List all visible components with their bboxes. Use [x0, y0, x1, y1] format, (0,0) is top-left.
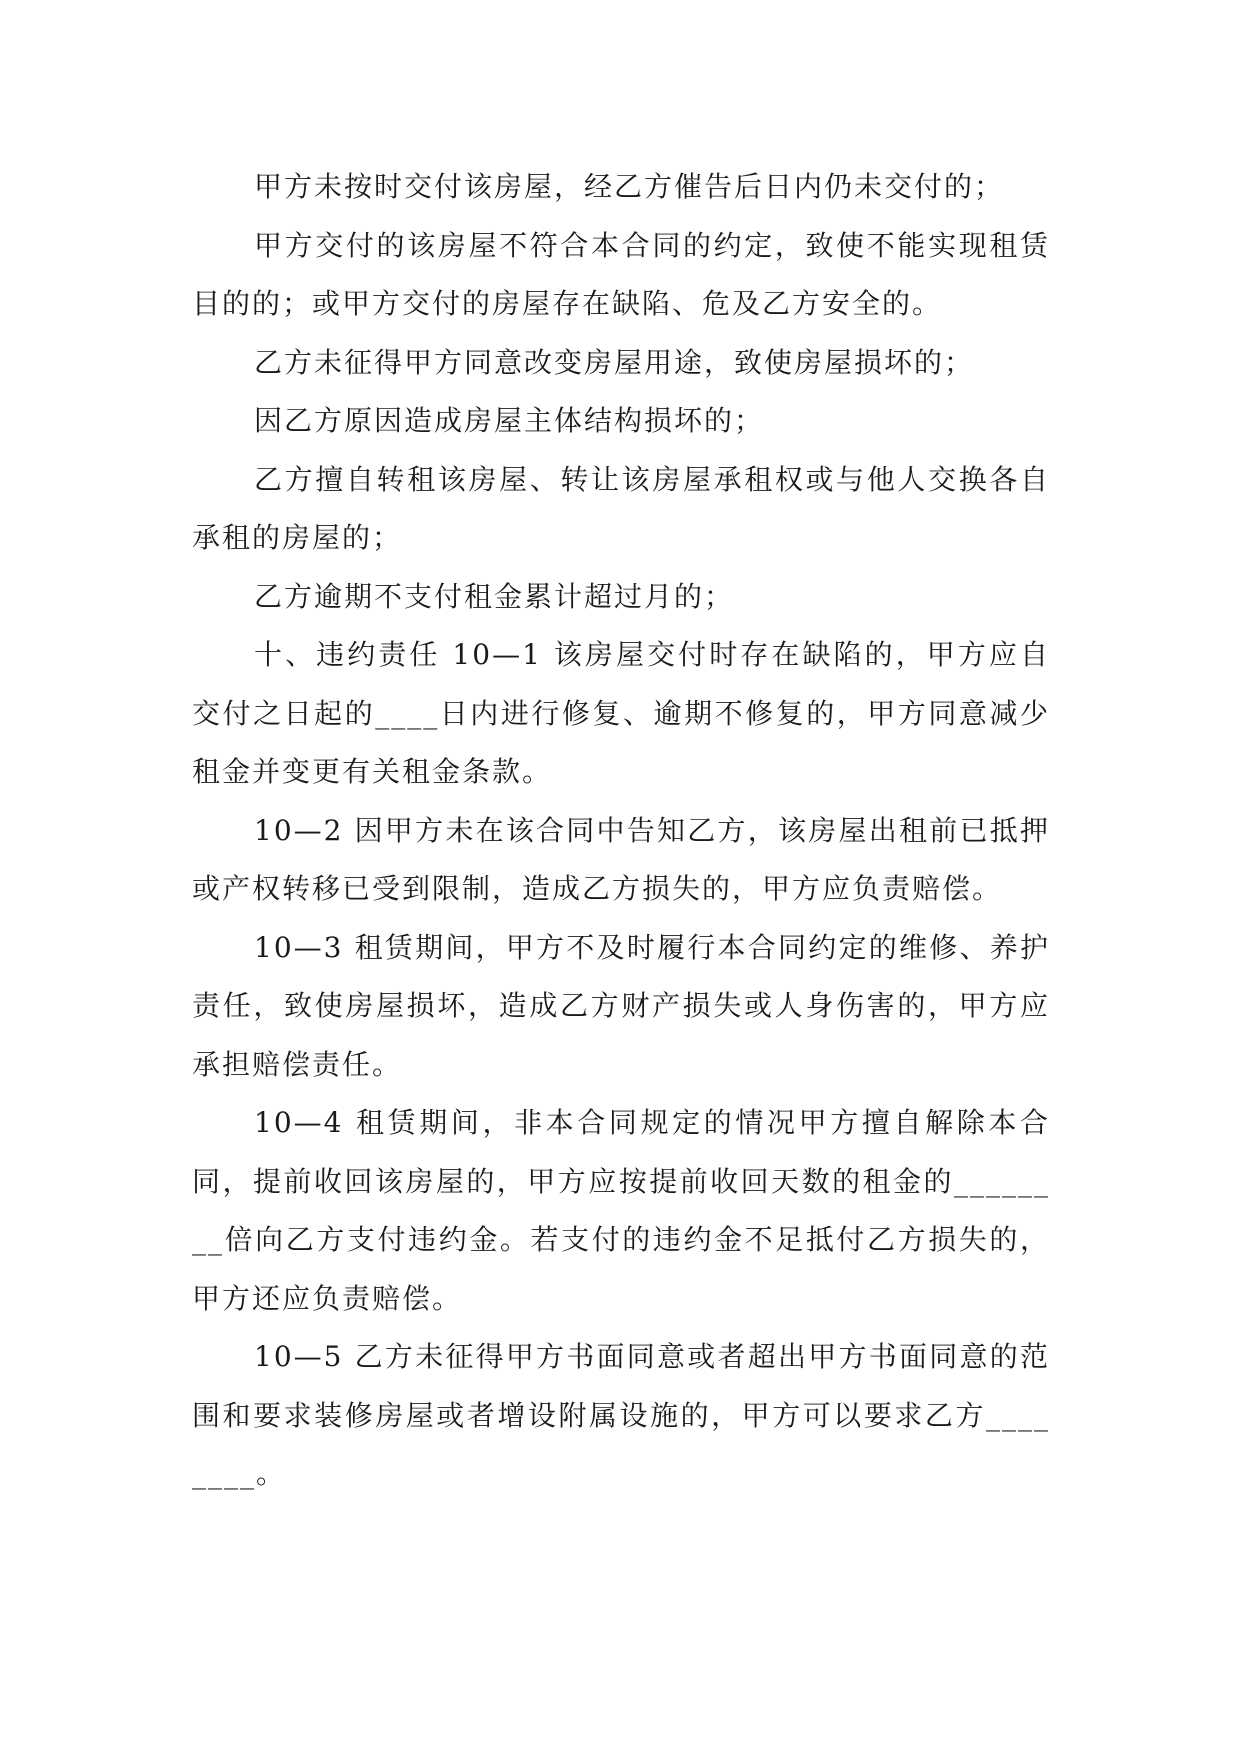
document-body [192, 158, 1050, 1504]
paragraph-4: 因乙方原因造成房屋主体结构损坏的； [254, 404, 765, 437]
paragraph-1: 甲方未按时交付该房屋，经乙方催告后日内仍未交付的； [254, 170, 1005, 203]
paragraph-3: 乙方未征得甲方同意改变房屋用途，致使房屋损坏的； [254, 345, 975, 379]
paragraph-2: 甲方交付的该房屋不符合本合同的约定，致使不能实现租赁目的的；或甲方交付的房屋存在缺陷、危及乙方安全的。 [192, 228, 1050, 320]
paragraph-5: 乙方擅自转租该房屋、转让该房屋承租权或与他人交换各自承租的房屋的； [192, 462, 1050, 554]
paragraph-10: 10—4 租赁期间，非本合同规定的情况甲方擅自解除本合同，提前收回该房屋的，甲方应按提前收回天数的租金的________倍向乙方支付违约金。若支付的违约金不足抵付乙方损失的，甲方还应负责赔偿。 [192, 1106, 1050, 1315]
paragraph-11: 10—5 乙方未征得甲方书面同意或者超出甲方书面同意的范围和要求装修房屋或者增设附属设施的，甲方可以要求乙方________。 [192, 1340, 1050, 1490]
paragraph-9: 10—3 租赁期间，甲方不及时履行本合同约定的维修、养护责任，致使房屋损坏，造成乙方财产损失或人身伤害的，甲方应承担赔偿责任。 [192, 930, 1050, 1081]
paragraph-6: 乙方逾期不支付租金累计超过月的； [254, 579, 735, 613]
paragraph-8: 10—2 因甲方未在该合同中告知乙方，该房屋出租前已抵押或产权转移已受到限制，造成乙方损失的，甲方应负责赔偿。 [192, 813, 1050, 905]
paragraph-7: 十、违约责任 10—1 该房屋交付时存在缺陷的，甲方应自交付之日起的____日内进行修复、逾期不修复的，甲方同意减少租金并变更有关租金条款。 [192, 638, 1050, 788]
